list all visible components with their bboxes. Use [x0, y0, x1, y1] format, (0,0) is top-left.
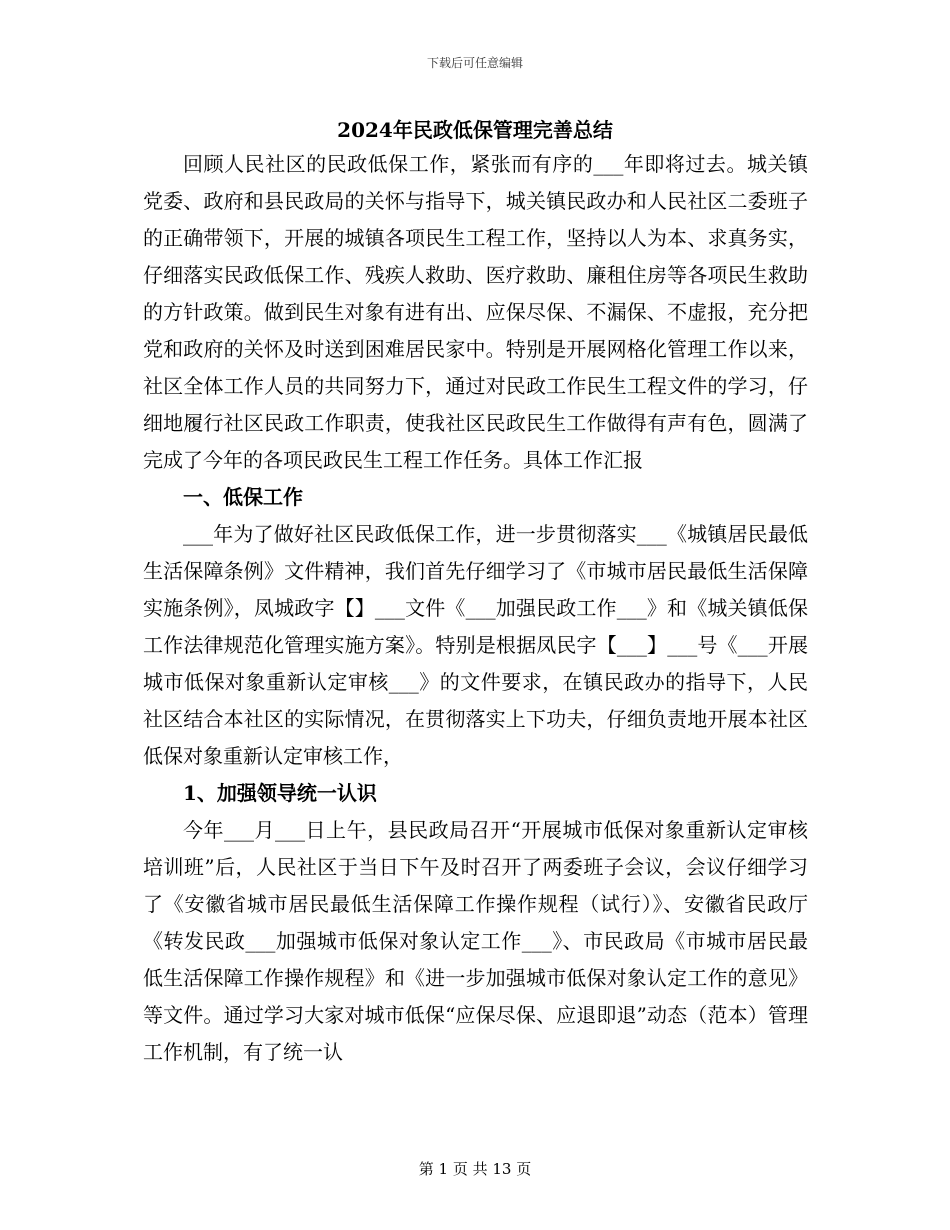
document-title: 2024年民政低保管理完善总结 [337, 118, 613, 142]
paragraph-leadership: 今年___月___日上午，县民政局召开“开展城市低保对象重新认定审核培训班”后，人民社区于当日下午及时召开了两委班子会议，会议仔细学习了《安徽省城市居民最低生活保障工作操作规程（试行）》、安徽省民政厅《转发民政___加强城市低保对象认定工作___》、市民政局《市城市居民最低生活保障工作操作规程》和《进一步加强城市低保对象认定工作的意见》等文件。通过学习大家对城市低保“应保尽保、应退即退”动态（范本）管理工作机制，有了统一认 [143, 818, 808, 1064]
document-body [143, 146, 808, 1071]
paragraph-low-income-work: ___年为了做好社区民政低保工作，进一步贯彻落实___《城镇居民最低生活保障条例》文件精神，我们首先仔细学习了《市城市居民最低生活保障实施条例》，凤城政字【】___文件《___加强民政工作___》和《城关镇低保工作法律规范化管理实施方案》。特别是根据凤民字【___】___号《___开展城市低保对象重新认定审核___》的文件要求，在镇民政办的指导下，人民社区结合本社区的实际情况，在贯彻落实上下功夫，仔细负责地开展本社区低保对象重新认定审核工作， [143, 522, 808, 768]
paragraph-intro: 回顾人民社区的民政低保工作，紧张而有序的___年即将过去。城关镇党委、政府和县民政局的关怀与指导下，城关镇民政办和人民社区二委班子的正确带领下，开展的城镇各项民生工程工作，坚持以人为本、求真务实，仔细落实民政低保工作、残疾人救助、医疗救助、廉租住房等各项民生救助的方针政策。做到民生对象有进有出、应保尽保、不漏保、不虚报，充分把党和政府的关怀及时送到困难居民家中。特别是开展网格化管理工作以来，社区全体工作人员的共同努力下，通过对民政工作民生工程文件的学习，仔细地履行社区民政工作职责，使我社区民政民生工作做得有声有色，圆满了完成了今年的各项民政民生工程工作任务。具体工作汇报 [143, 152, 808, 472]
subsection-heading-leadership: 1、加强领导统一认识 [183, 781, 377, 805]
page-number: 第 1 页 共 13 页 [418, 1160, 532, 1178]
section-heading-low-income: 一、低保工作 [183, 485, 303, 509]
page-header-note: 下载后可任意编辑 [426, 56, 523, 70]
